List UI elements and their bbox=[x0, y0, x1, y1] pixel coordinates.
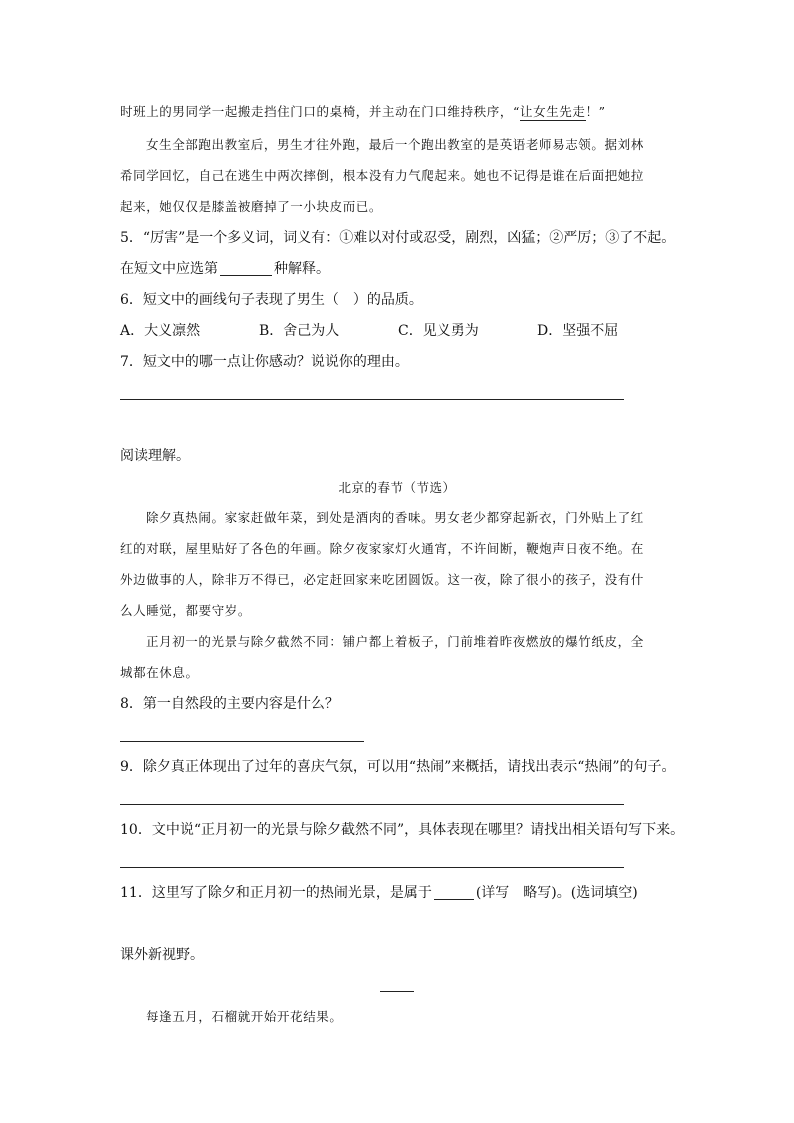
section-heading: 课外新视野。 bbox=[120, 947, 204, 963]
title-blank-line[interactable] bbox=[380, 991, 414, 992]
question-6: 6．短文中的画线句子表现了男生（ ）的品质。 bbox=[120, 292, 423, 308]
passage-line: 正月初一的光景与除夕截然不同：铺户都上着板子，门前堆着昨夜燃放的爆竹纸皮，全 bbox=[146, 634, 644, 649]
section-heading: 阅读理解。 bbox=[120, 448, 190, 464]
question-11: 11．这里写了除夕和正月初一的热闹光景，是属于 (详写 略写)。(选词填空) bbox=[120, 885, 638, 901]
passage-line: 女生全部跑出教室后，男生才往外跑，最后一个跑出教室的是英语老师易志领。据刘林 bbox=[146, 137, 644, 152]
option-a[interactable]: A．大义凛然 bbox=[120, 323, 201, 339]
answer-blank[interactable] bbox=[220, 261, 272, 276]
passage-line: 么人睡觉，都要守岁。 bbox=[120, 603, 252, 618]
passage-line: 时班上的男同学一起搬走挡住门口的桌椅，并主动在门口维持秩序，“让女生先走！” bbox=[120, 104, 606, 119]
answer-blank[interactable] bbox=[434, 885, 474, 900]
question-8: 8．第一自然段的主要内容是什么？ bbox=[120, 696, 339, 712]
option-c[interactable]: C．见义勇为 bbox=[398, 323, 479, 339]
answer-line[interactable] bbox=[120, 804, 624, 805]
question-7: 7．短文中的哪一点让你感动？说说你的理由。 bbox=[120, 354, 409, 370]
question-6-options bbox=[120, 321, 618, 341]
passage-line: 每逢五月，石榴就开始开花结果。 bbox=[146, 1009, 343, 1024]
passage-line: 希同学回忆，自己在逃生中两次摔倒，根本没有力气爬起来。她也不记得是谁在后面把她拉 bbox=[120, 168, 645, 183]
question-10: 10．文中说“正月初一的光景与除夕截然不同”，具体表现在哪里？请找出相关语句写下来。 bbox=[120, 822, 685, 838]
answer-line[interactable] bbox=[120, 399, 624, 400]
answer-line[interactable] bbox=[120, 867, 624, 868]
question-5: 5．“厉害”是一个多义词，词义有：①难以对付或忍受，剧烈，凶猛；②严厉；③了不起。 bbox=[120, 230, 676, 246]
question-9: 9．除夕真正体现出了过年的喜庆气氛，可以用“热闹”来概括，请找出表示“热闹”的句子。 bbox=[120, 759, 676, 775]
passage-line: 城都在休息。 bbox=[120, 665, 199, 680]
passage-line: 除夕真热闹。家家赶做年菜，到处是酒肉的香味。男女老少都穿起新衣，门外贴上了红 bbox=[146, 510, 644, 525]
option-d[interactable]: D．坚强不屈 bbox=[537, 323, 619, 339]
answer-line[interactable] bbox=[120, 741, 364, 742]
passage-line: 外边做事的人，除非万不得已，必定赶回家来吃团圆饭。这一夜，除了很小的孩子，没有什 bbox=[120, 572, 645, 587]
question-5-fill: 在短文中应选第 种解释。 bbox=[120, 261, 330, 277]
underlined-sentence: 让女生先走 bbox=[520, 104, 586, 119]
passage-title: 北京的春节（节选） bbox=[338, 480, 456, 495]
passage-line: 红的对联，屋里贴好了各色的年画。除夕夜家家灯火通宵，不许间断，鞭炮声日夜不绝。在 bbox=[120, 541, 645, 556]
option-b[interactable]: B．舍己为人 bbox=[259, 323, 340, 339]
passage-line: 起来，她仅仅是膝盖被磨掉了一小块皮而已。 bbox=[120, 199, 383, 214]
